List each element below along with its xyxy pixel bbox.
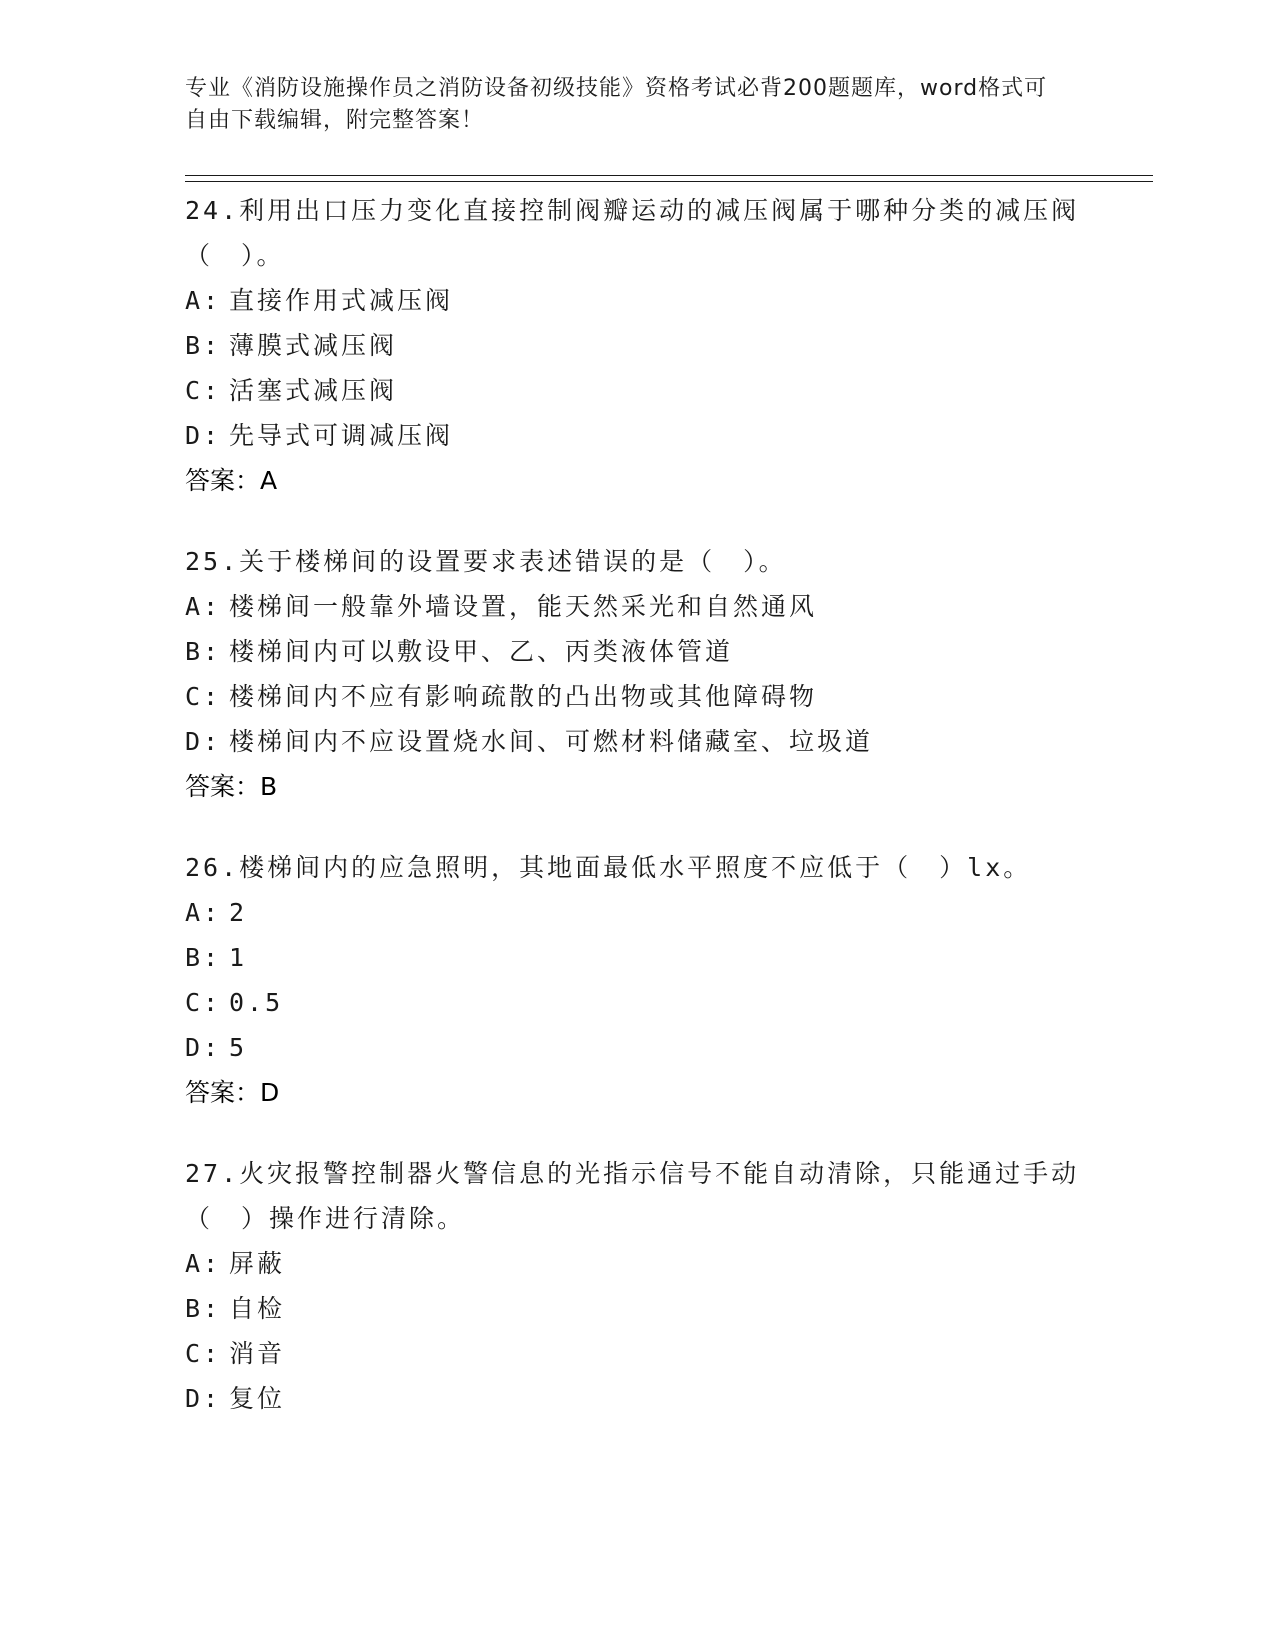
option-letter: B: — [185, 331, 222, 360]
option-a — [185, 890, 1085, 935]
option-text: 薄膜式减压阀 — [229, 331, 398, 360]
option-text: 楼梯间内不应设置烧水间、可燃材料储藏室、垃圾道 — [229, 727, 874, 756]
question-27 — [185, 1151, 1085, 1421]
option-text: 自检 — [229, 1294, 286, 1323]
option-text: 2 — [229, 898, 248, 927]
option-b — [185, 935, 1085, 980]
question-stem: 24.利用出口压力变化直接控制阀瓣运动的减压阀属于哪种分类的减压阀（ ）。 — [185, 196, 1080, 270]
question-stem: 27.火灾报警控制器火警信息的光指示信号不能自动清除，只能通过手动（ ）操作进行清除。 — [185, 1159, 1080, 1233]
option-letter: B: — [185, 943, 222, 972]
option-text: 复位 — [229, 1384, 286, 1413]
option-letter: C: — [185, 988, 222, 1017]
option-text: 屏蔽 — [229, 1249, 286, 1278]
option-letter: A: — [185, 898, 222, 927]
option-text: 1 — [229, 943, 248, 972]
option-letter: D: — [185, 421, 222, 450]
option-a — [185, 1241, 1085, 1286]
option-c — [185, 1331, 1085, 1376]
header-divider-top — [185, 175, 1153, 176]
option-b — [185, 323, 1085, 368]
option-letter: B: — [185, 637, 222, 666]
option-letter: A: — [185, 286, 222, 315]
option-d — [185, 1376, 1085, 1421]
option-text: 0.5 — [229, 988, 284, 1017]
question-stem: 25.关于楼梯间的设置要求表述错误的是（ ）。 — [185, 547, 787, 576]
option-text: 消音 — [229, 1339, 286, 1368]
question-list — [185, 188, 1085, 1457]
question-stem: 26.楼梯间内的应急照明，其地面最低水平照度不应低于（ ）lx。 — [185, 853, 1032, 882]
option-a — [185, 278, 1085, 323]
option-d — [185, 413, 1085, 458]
question-24 — [185, 188, 1085, 503]
option-c — [185, 980, 1085, 1025]
option-text: 楼梯间内可以敷设甲、乙、丙类液体管道 — [229, 637, 734, 666]
option-b — [185, 1286, 1085, 1331]
option-c — [185, 674, 1085, 719]
option-letter: D: — [185, 1033, 222, 1062]
answer-line: 答案：B — [185, 772, 278, 801]
header-divider-bottom — [185, 181, 1153, 182]
option-text: 先导式可调减压阀 — [229, 421, 454, 450]
option-c — [185, 368, 1085, 413]
option-text: 活塞式减压阀 — [229, 376, 398, 405]
option-letter: C: — [185, 376, 222, 405]
option-letter: C: — [185, 682, 222, 711]
option-text: 楼梯间内不应有影响疏散的凸出物或其他障碍物 — [229, 682, 818, 711]
question-26 — [185, 845, 1085, 1115]
option-d — [185, 719, 1085, 764]
document-header: 专业《消防设施操作员之消防设备初级技能》资格考试必背200题题库，word格式可自由下载编辑，附完整答案！ — [185, 76, 1048, 133]
answer-line: 答案：D — [185, 1078, 280, 1107]
option-letter: D: — [185, 727, 222, 756]
option-letter: A: — [185, 1249, 222, 1278]
option-text: 楼梯间一般靠外墙设置，能天然采光和自然通风 — [229, 592, 818, 621]
option-text: 5 — [229, 1033, 248, 1062]
question-25 — [185, 539, 1085, 809]
option-a — [185, 584, 1085, 629]
answer-line: 答案：A — [185, 466, 278, 495]
option-d — [185, 1025, 1085, 1070]
option-b — [185, 629, 1085, 674]
option-letter: B: — [185, 1294, 222, 1323]
option-letter: A: — [185, 592, 222, 621]
option-letter: C: — [185, 1339, 222, 1368]
option-text: 直接作用式减压阀 — [229, 286, 454, 315]
option-letter: D: — [185, 1384, 222, 1413]
